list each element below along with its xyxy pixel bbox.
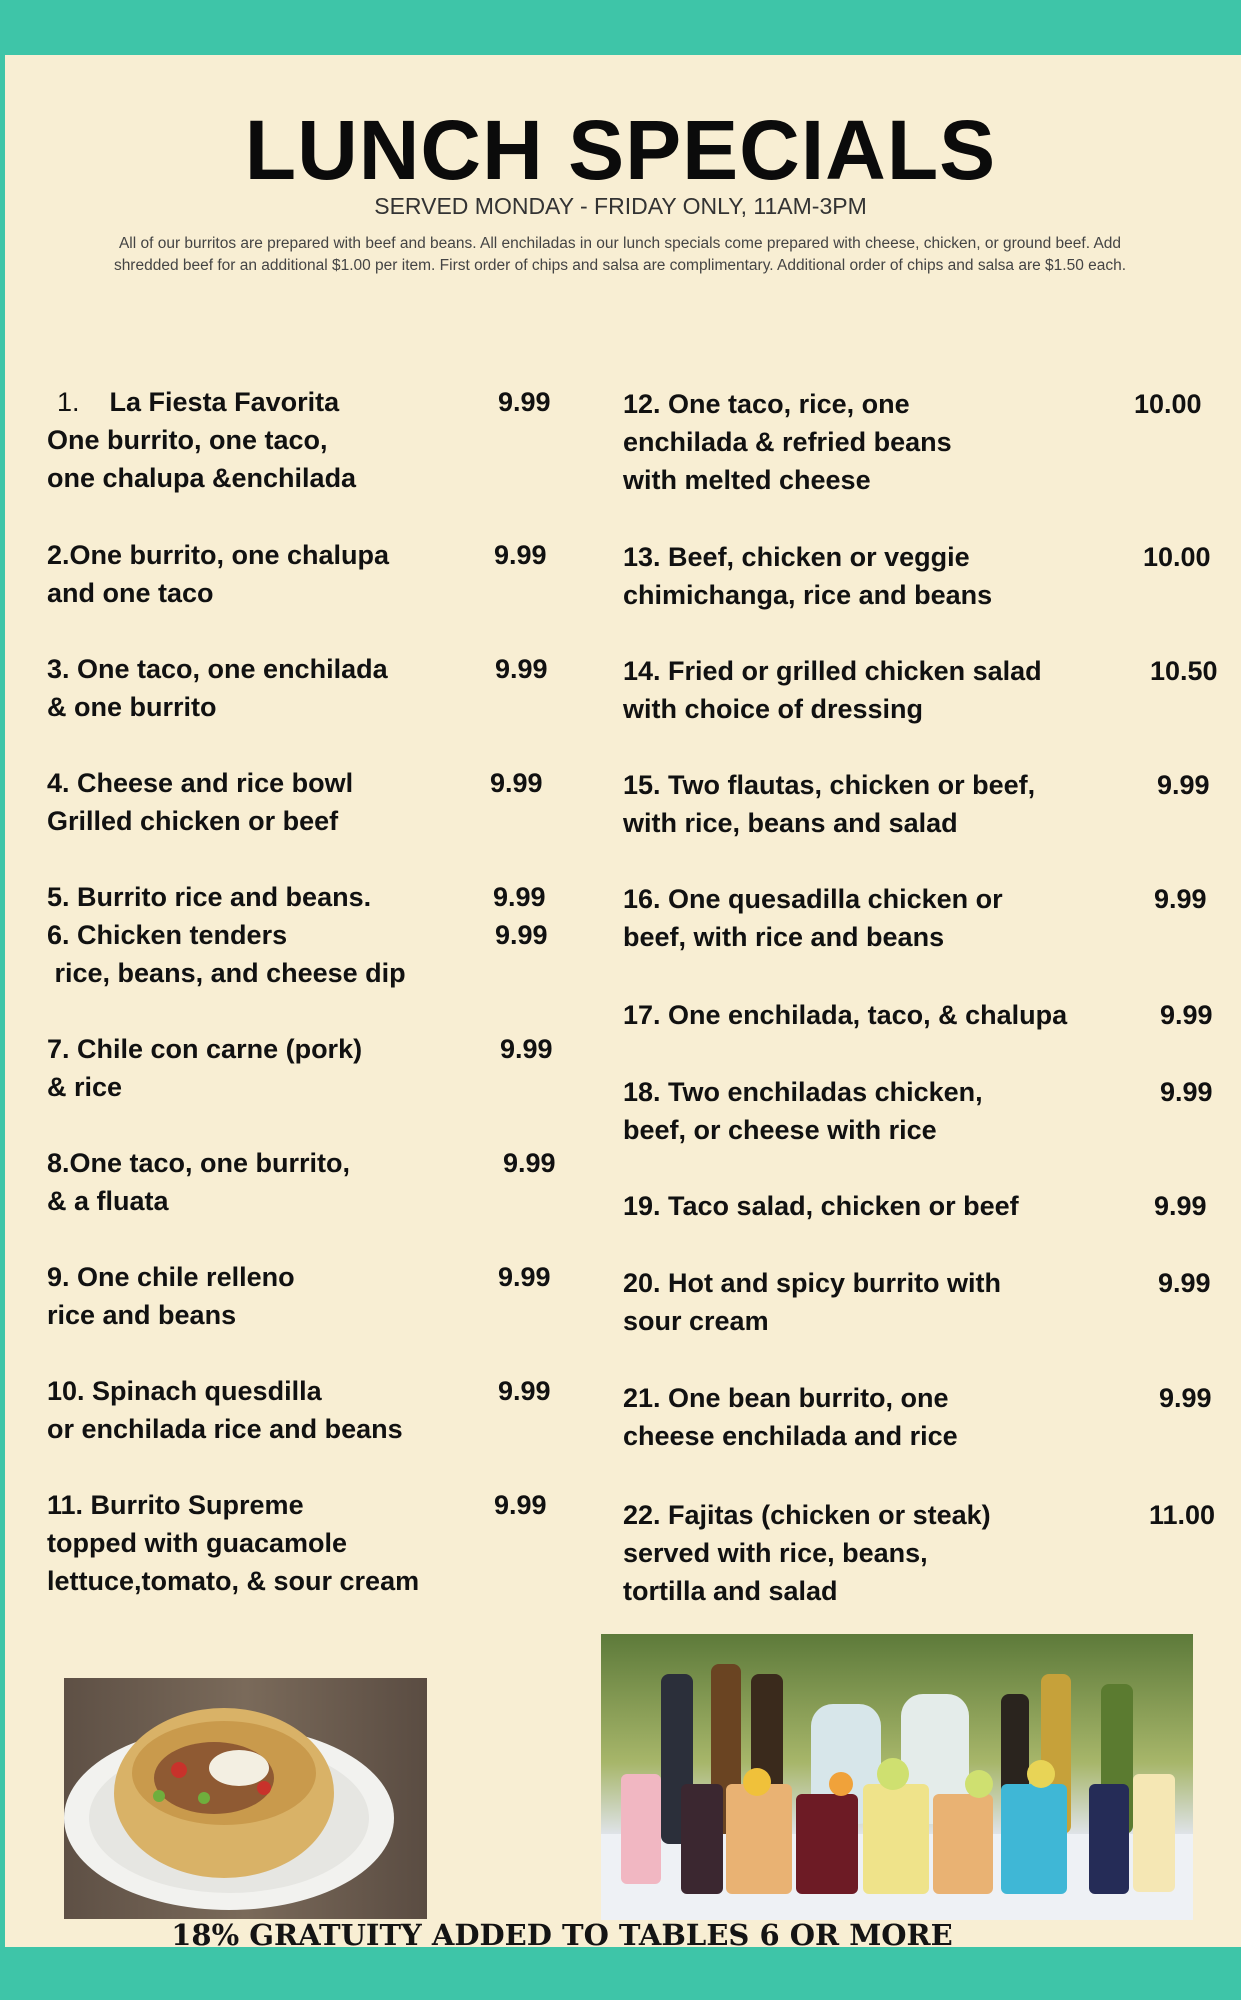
menu-item-7 bbox=[47, 1030, 362, 1106]
item-price: 9.99 bbox=[1154, 1191, 1207, 1221]
item-description: 8.One taco, one burrito, bbox=[47, 1148, 351, 1178]
menu-item-4 bbox=[47, 764, 353, 840]
taco-salad-image bbox=[64, 1678, 427, 1919]
item-name: La Fiesta Favorita bbox=[109, 387, 340, 417]
item-description: & a fluata bbox=[47, 1186, 169, 1216]
item-number: 1. bbox=[57, 387, 80, 417]
menu-item-11 bbox=[47, 1486, 419, 1600]
item-description: 7. Chile con carne (pork) bbox=[47, 1034, 363, 1064]
menu-notice: All of our burritos are prepared with beef and beans. All enchiladas in our lunch specials come prepared with cheese, chicken, or ground beef. Add shredded beef for an additional $1.00 per item. First order of chips and salsa are complimentary. Additional order of chips and salsa are $1.50 each. bbox=[113, 235, 1127, 274]
item-description: 19. Taco salad, chicken or beef bbox=[623, 1191, 1019, 1221]
item-description: enchilada & refried beans bbox=[623, 427, 952, 457]
item-price: 11.00 bbox=[1149, 1500, 1216, 1530]
item-description: & one burrito bbox=[47, 692, 217, 722]
item-description: 11. Burrito Supreme bbox=[47, 1490, 304, 1520]
service-hours: SERVED MONDAY - FRIDAY ONLY, 11AM-3PM bbox=[374, 193, 867, 219]
taco-salad-photo bbox=[64, 1678, 427, 1919]
item-description: 5. Burrito rice and beans. bbox=[47, 882, 372, 912]
item-description: 13. Beef, chicken or veggie bbox=[623, 542, 970, 572]
item-description: 14. Fried or grilled chicken salad bbox=[623, 656, 1042, 686]
item-description: with rice, beans and salad bbox=[623, 808, 958, 838]
item-description: 2.One burrito, one chalupa bbox=[47, 540, 390, 570]
item-price: 9.99 bbox=[498, 387, 551, 417]
item-description: One burrito, one taco, bbox=[47, 425, 328, 455]
menu-item-21 bbox=[623, 1379, 958, 1455]
item-price: 9.99 bbox=[1158, 1268, 1211, 1298]
menu-item-16 bbox=[623, 880, 1003, 956]
menu-item-12 bbox=[623, 385, 952, 499]
item-description: cheese enchilada and rice bbox=[623, 1421, 958, 1451]
item-price: 9.99 bbox=[1160, 1077, 1213, 1107]
drinks-photo bbox=[601, 1634, 1193, 1920]
item-description: beef, with rice and beans bbox=[623, 922, 945, 952]
menu-item-10 bbox=[47, 1372, 403, 1448]
item-description: 4. Cheese and rice bowl bbox=[47, 768, 354, 798]
item-description: and one taco bbox=[47, 578, 214, 608]
item-price: 10.00 bbox=[1143, 542, 1211, 572]
menu-item-3 bbox=[47, 650, 388, 726]
item-description: served with rice, beans, bbox=[623, 1538, 928, 1568]
menu-item-18 bbox=[623, 1073, 983, 1149]
menu-item-17 bbox=[623, 996, 1067, 1034]
gratuity-notice: 18% GRATUITY ADDED TO TABLES 6 OR MORE bbox=[171, 1918, 953, 1952]
menu-item-5 bbox=[47, 878, 371, 916]
item-description: 3. One taco, one enchilada bbox=[47, 654, 388, 684]
item-description: one chalupa &enchilada bbox=[47, 463, 357, 493]
item-price: 9.99 bbox=[498, 1376, 551, 1406]
item-description: 21. One bean burrito, one bbox=[623, 1383, 949, 1413]
item-description: tortilla and salad bbox=[623, 1576, 838, 1606]
item-price: 9.99 bbox=[493, 882, 546, 912]
item-description: 22. Fajitas (chicken or steak) bbox=[623, 1500, 991, 1530]
item-description: rice, beans, and cheese dip bbox=[47, 958, 406, 988]
item-description: beef, or cheese with rice bbox=[623, 1115, 937, 1145]
item-description: Grilled chicken or beef bbox=[47, 806, 339, 836]
item-price: 10.50 bbox=[1150, 656, 1218, 686]
item-price: 9.99 bbox=[503, 1148, 556, 1178]
item-description: 12. One taco, rice, one bbox=[623, 389, 910, 419]
item-price: 9.99 bbox=[1154, 884, 1207, 914]
item-description: 20. Hot and spicy burrito with bbox=[623, 1268, 1002, 1298]
item-price: 9.99 bbox=[1159, 1383, 1212, 1413]
menu-item-1 bbox=[47, 383, 356, 497]
menu-item-22 bbox=[623, 1496, 991, 1610]
menu-item-14 bbox=[623, 652, 1042, 728]
item-price: 9.99 bbox=[495, 920, 548, 950]
item-description: 9. One chile relleno bbox=[47, 1262, 295, 1292]
menu-item-13 bbox=[623, 538, 992, 614]
item-description: with melted cheese bbox=[623, 465, 871, 495]
item-description: & rice bbox=[47, 1072, 123, 1102]
menu-item-9 bbox=[47, 1258, 295, 1334]
item-description: lettuce,tomato, & sour cream bbox=[47, 1566, 420, 1596]
drinks-image bbox=[601, 1634, 1193, 1920]
item-price: 9.99 bbox=[494, 540, 547, 570]
item-description: 16. One quesadilla chicken or bbox=[623, 884, 1003, 914]
menu-item-15 bbox=[623, 766, 1035, 842]
item-price: 9.99 bbox=[1160, 1000, 1213, 1030]
item-description: 10. Spinach quesdilla bbox=[47, 1376, 322, 1406]
item-description: with choice of dressing bbox=[623, 694, 924, 724]
item-price: 9.99 bbox=[500, 1034, 553, 1064]
item-description: topped with guacamole bbox=[47, 1528, 348, 1558]
item-price: 9.99 bbox=[495, 654, 548, 684]
item-description: chimichanga, rice and beans bbox=[623, 580, 993, 610]
item-description: 15. Two flautas, chicken or beef, bbox=[623, 770, 1036, 800]
item-description: 6. Chicken tenders bbox=[47, 920, 288, 950]
menu-item-2 bbox=[47, 536, 389, 612]
menu-item-6 bbox=[47, 916, 406, 992]
item-price: 10.00 bbox=[1134, 389, 1202, 419]
menu-item-8 bbox=[47, 1144, 350, 1220]
item-price: 9.99 bbox=[494, 1490, 547, 1520]
menu-item-20 bbox=[623, 1264, 1001, 1340]
item-price: 9.99 bbox=[498, 1262, 551, 1292]
page-title: LUNCH SPECIALS bbox=[244, 103, 997, 197]
item-price: 9.99 bbox=[1157, 770, 1210, 800]
item-price: 9.99 bbox=[490, 768, 543, 798]
item-description: rice and beans bbox=[47, 1300, 237, 1330]
item-description: sour cream bbox=[623, 1306, 769, 1336]
menu-item-19 bbox=[623, 1187, 1019, 1225]
item-description: 17. One enchilada, taco, & chalupa bbox=[623, 1000, 1068, 1030]
item-description: 18. Two enchiladas chicken, bbox=[623, 1077, 983, 1107]
item-description: or enchilada rice and beans bbox=[47, 1414, 403, 1444]
